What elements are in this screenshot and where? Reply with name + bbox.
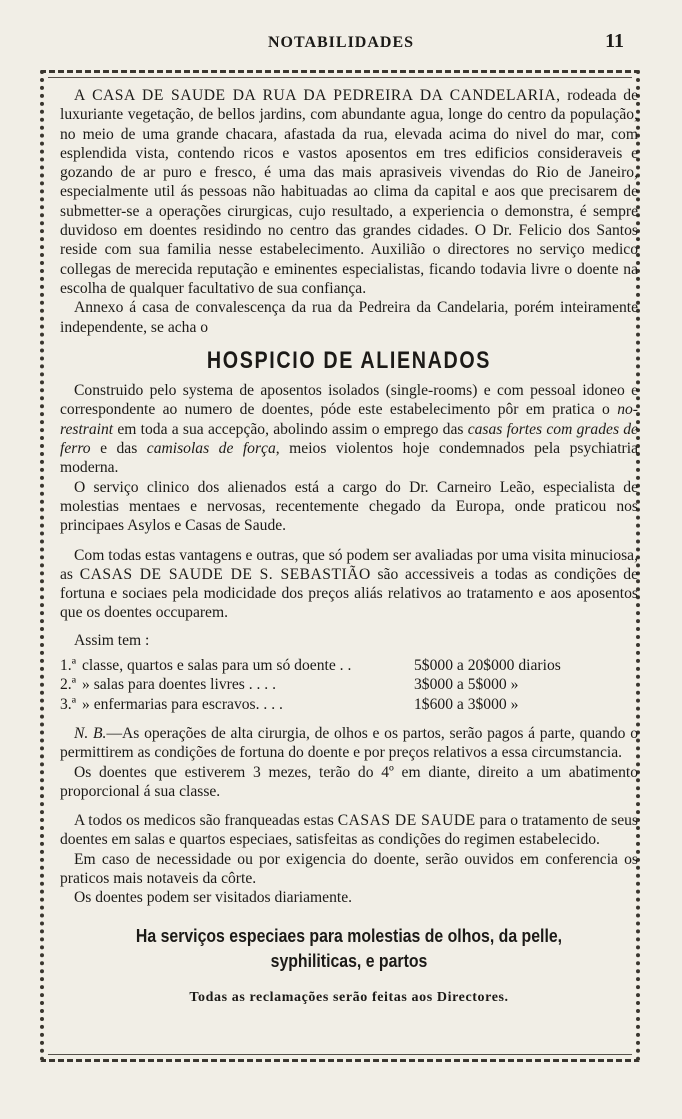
medicos-part-b: para o tratamento de seus doentes em salas e quartos especiaes, satisfeitas as condições do regimen estabelecido. [60, 812, 638, 849]
class-number: 3.ª [60, 695, 76, 713]
page-header [0, 30, 682, 62]
hospice-paragraph-3 [60, 546, 638, 623]
page-number: 11 [605, 30, 624, 52]
camisolas-term: camisolas de força [146, 440, 276, 458]
class-number: 1.ª [60, 657, 76, 675]
class-price: 5$000 a 20$000 diarios [414, 657, 561, 675]
assim-label: Assim tem : [74, 631, 150, 649]
class-price: 1$600 a 3$000 » [414, 695, 519, 713]
hospice-p3-part-b: são accessiveis a todas as condições de fortuna e sociaes pela modicidade dos preços aliás relativos ao tratamento e aos aposentos que os doentes occuparem. [60, 565, 638, 622]
nota-bene-label: N. B. [74, 724, 107, 742]
advertisement-body [60, 86, 638, 1007]
special-services-notice: Ha serviços especiaes para molestias de olhos, da pelle, syphiliticas, e partos [135, 925, 563, 971]
class-number: 2.ª [60, 676, 76, 694]
nota-bene-text: —As operações de alta cirurgia, de olhos e os partos, serão pagos á parte, quando o permittirem as condições de fortuna do doente e por preços relativos a essa circumstancia. [60, 724, 638, 762]
medicos-part-a: A todos os medicos são franqueadas estas [74, 812, 338, 830]
visits-paragraph: Os doentes podem ser visitados diariamente. [74, 889, 353, 907]
price-row [60, 656, 638, 675]
hospice-heading: HOSPICIO DE ALIENADOS [206, 346, 492, 374]
no-restraint-term: no-restraint [60, 401, 638, 438]
casas-de-saude-name: CASAS DE SAUDE DE S. SEBASTIÃO [79, 565, 371, 583]
discount-paragraph: Os doentes que estiverem 3 mezes, terão do 4º em diante, direito a um abatimento proporcional á sua classe. [60, 763, 638, 800]
class-description: classe, quartos e salas para um só doente . . [82, 657, 352, 675]
intro-paragraph [60, 86, 638, 298]
hospice-paragraph-1 [60, 381, 638, 477]
price-table [60, 656, 638, 714]
price-row [60, 695, 638, 714]
casas-fortes-term: casas fortes com grades de ferro [60, 420, 638, 458]
annex-paragraph: Annexo á casa de convalescença da rua da Pedreira da Candelaria, porém inteiramente independente, se acha o [60, 299, 638, 336]
hospice-paragraph-2: O serviço clinico dos alienados está a cargo do Dr. Carneiro Leão, especialista de molestias mentaes e nervosas, recentemente chegado da Europa, onde praticou nos principaes Asylos e Casas de Saude. [60, 478, 638, 535]
conference-paragraph: Em caso de necessidade ou por exigencia do doente, serão ouvidos em conferencia os praticos mais notaveis da côrte. [60, 850, 638, 887]
intro-text: rodeada de luxuriante vegetação, de bellos jardins, com abundante agua, longe do centro da população, no meio de uma grande chacara, afastada da rua, elevada acima do nivel do mar, com esplendida vista, contendo ricos e vastos aposentos em tres edificios consideraveis e gozando de ar puro e fresco, é uma das mais aprasiveis vivendas do Rio de Janeiro, especialmente util ás pessoas não habituadas ao clima da capital e aos que precisarem de submetter-se a operações cirurgicas, cujo resultado, a experiencia o demonstra, é sempre duvidoso em doentes residindo no centro das grandes cidades. O Dr. Felicio dos Santos reside com sua familia nesse estabelecimento. Auxilião o directores no serviço medico collegas de merecida reputação e eminentes especialistas, ficando todavia livre o doente na escolha de qualquer facultativo de sua confiança. [60, 87, 638, 297]
hospice-p1-part-a: Construido pelo systema de aposentos isolados (single-rooms) e com pessoal idoneo e correspondente ao numero de doentes, póde este estabelecimento pôr em pratica o [60, 382, 638, 419]
price-row [60, 675, 638, 694]
class-description: » enfermarias para escravos. . . . [82, 695, 283, 713]
medicos-paragraph [60, 811, 638, 850]
casas-de-saude-caps: CASAS DE SAUDE [337, 812, 476, 830]
class-price: 3$000 a 5$000 » [414, 676, 519, 694]
class-description: » salas para doentes livres . . . . [82, 676, 277, 694]
footer-notice: Todas as reclamações serão feitas aos Directores. [189, 989, 509, 1005]
nota-bene-paragraph [60, 724, 638, 763]
hospice-p1-part-b: em toda a sua accepção, abolindo assim o emprego das [113, 420, 468, 438]
hospice-p1-part-d: , meios violentos hoje condemnados pela psychiatria moderna. [60, 440, 639, 477]
hospice-p1-part-c: e das [90, 440, 147, 458]
hospice-p3-part-a: Com todas estas vantagens e outras, que só podem ser avaliadas por uma visita minuciosa, as [60, 546, 638, 583]
running-title: NOTABILIDADES [267, 34, 415, 51]
intro-title: A CASA DE SAUDE DA RUA DA PEDREIRA DA CANDELARIA, [74, 87, 561, 104]
